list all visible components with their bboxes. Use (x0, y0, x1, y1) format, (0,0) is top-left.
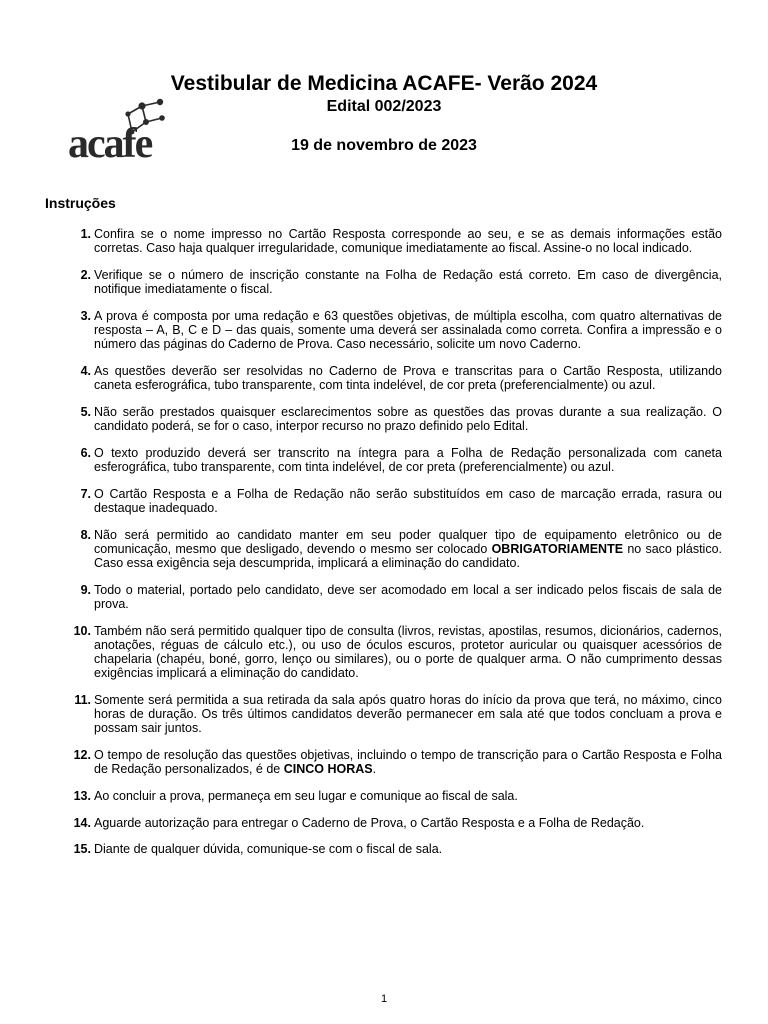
instruction-text: O texto produzido deverá ser transcrito na íntegra para a Folha de Redação personalizada com caneta esferográfica, tubo transparente, com tinta indelével, de cor preta (preferencialmente) ou azul. (94, 445, 722, 474)
edital-number: Edital 002/2023 (326, 98, 442, 115)
instruction-text: Somente será permitida a sua retirada da sala após quatro horas do início da prova que terá, no máximo, cinco horas de duração. Os três últimos candidatos deverão permanecer em sala até que todos concluam a prova e possam sair juntos. (94, 692, 722, 736)
instruction-item (45, 528, 722, 571)
instruction-number: 13. (73, 788, 91, 803)
instruction-text: Confira se o nome impresso no Cartão Resposta corresponde ao seu, e se as demais informações estão corretas. Caso haja qualquer irregularidade, comunique imediatamente ao fiscal. Assine-o no local indicado. (94, 227, 722, 256)
instruction-text-part: no saco plástico. Caso essa exigência seja descumprida, implicará a eliminação do candidato. (94, 541, 722, 570)
instruction-text: Todo o material, portado pelo candidato, deve ser acomodado em local a ser indicado pelos fiscais de sala de prova. (94, 582, 722, 611)
instruction-text (91, 748, 722, 776)
logo-wordmark: acafe (68, 121, 152, 167)
instruction-text: As questões deverão ser resolvidas no Caderno de Prova e transcritas para o Cartão Resposta, utilizando caneta esferográfica, tubo transparente, com tinta indelével, de cor preta (preferencialmente) ou azul. (94, 363, 722, 393)
instruction-number: 5. (80, 404, 91, 419)
instruction-text: Também não será permitido qualquer tipo de consulta (livros, revistas, apostilas, resumos, dicionários, cadernos, anotações, réguas de cálculo etc.), ou uso de óculos escuros, protetor auricular ou quaisquer acessórios de chapelaria (chapéu, boné, gorro, lenço ou similares), ou o porte de qualquer arma. O não cumprimento dessas exigências implicará a eliminação do candidato. (94, 623, 722, 681)
instruction-item (45, 748, 722, 776)
instruction-item (45, 364, 722, 392)
instruction-item (45, 816, 722, 830)
instruction-item (45, 446, 722, 474)
instruction-item (45, 309, 722, 352)
instruction-item (45, 842, 722, 856)
instructions-heading: Instruções (45, 195, 116, 211)
instruction-number: 14. (73, 815, 91, 830)
instruction-number: 15. (73, 842, 91, 857)
instruction-text: O Cartão Resposta e a Folha de Redação não serão substituídos em caso de marcação errada, rasura ou destaque inadequado. (94, 486, 722, 515)
instruction-number: 10. (73, 623, 91, 638)
exam-date: 19 de novembro de 2023 (291, 137, 477, 154)
instruction-item (45, 583, 722, 611)
instruction-number: 6. (80, 445, 91, 460)
instruction-item (45, 487, 722, 515)
instruction-number: 11. (74, 692, 91, 707)
instruction-emphasis: CINCO HORAS (283, 762, 373, 777)
instruction-text: A prova é composta por uma redação e 63 questões objetivas, de múltipla escolha, com quatro alternativas de resposta – A, B, C e D – das quais, somente uma deverá ser assinalada como correta. Confira a impressão e o número das páginas do Caderno de Prova. Caso necessário, solicite um novo Caderno. (94, 308, 722, 352)
instruction-text: Diante de qualquer dúvida, comunique-se com o fiscal de sala. (94, 842, 443, 857)
instruction-text-part: Não será permitido ao candidato manter em seu poder qualquer tipo de equipamento eletrônico ou de comunicação, mesmo que desligado, devendo o mesmo ser colocado (94, 527, 722, 556)
instruction-item (45, 268, 722, 296)
instruction-text (91, 528, 722, 571)
instruction-item (45, 693, 722, 736)
instruction-emphasis: OBRIGATORIAMENTE (491, 541, 624, 556)
instruction-text: Aguarde autorização para entregar o Caderno de Prova, o Cartão Resposta e a Folha de Redação. (94, 815, 645, 830)
instruction-text: Verifique se o número de inscrição constante na Folha de Redação está correto. Em caso de divergência, notifique imediatamente o fiscal. (94, 267, 722, 297)
instruction-text: Ao concluir a prova, permaneça em seu lugar e comunique ao fiscal de sala. (94, 788, 518, 803)
instructions-list (45, 227, 722, 869)
instruction-text-part: O tempo de resolução das questões objetivas, incluindo o tempo de transcrição para o Cartão Resposta e Folha de Redação personalizados, é de (94, 747, 722, 777)
instruction-number: 4. (80, 363, 91, 378)
instruction-number: 7. (80, 486, 91, 501)
instruction-number: 3. (80, 308, 91, 323)
instruction-number: 2. (80, 267, 91, 282)
instruction-text: Não serão prestados quaisquer esclarecimentos sobre as questões das provas durante a sua realização. O candidato poderá, se for o caso, interpor recurso no prazo definido pelo Edital. (94, 404, 722, 434)
instruction-item (45, 405, 722, 433)
document-title: Vestibular de Medicina ACAFE- Verão 2024 (170, 72, 598, 95)
instruction-item (45, 624, 722, 681)
instruction-item (45, 227, 722, 255)
instruction-number: 12. (73, 747, 91, 762)
page-number: 1 (380, 993, 388, 1005)
instruction-item (45, 789, 722, 803)
instruction-number: 9. (80, 582, 91, 597)
instruction-number: 8. (80, 527, 91, 542)
instruction-number: 1. (80, 227, 91, 241)
instruction-text-part: . (372, 762, 377, 777)
